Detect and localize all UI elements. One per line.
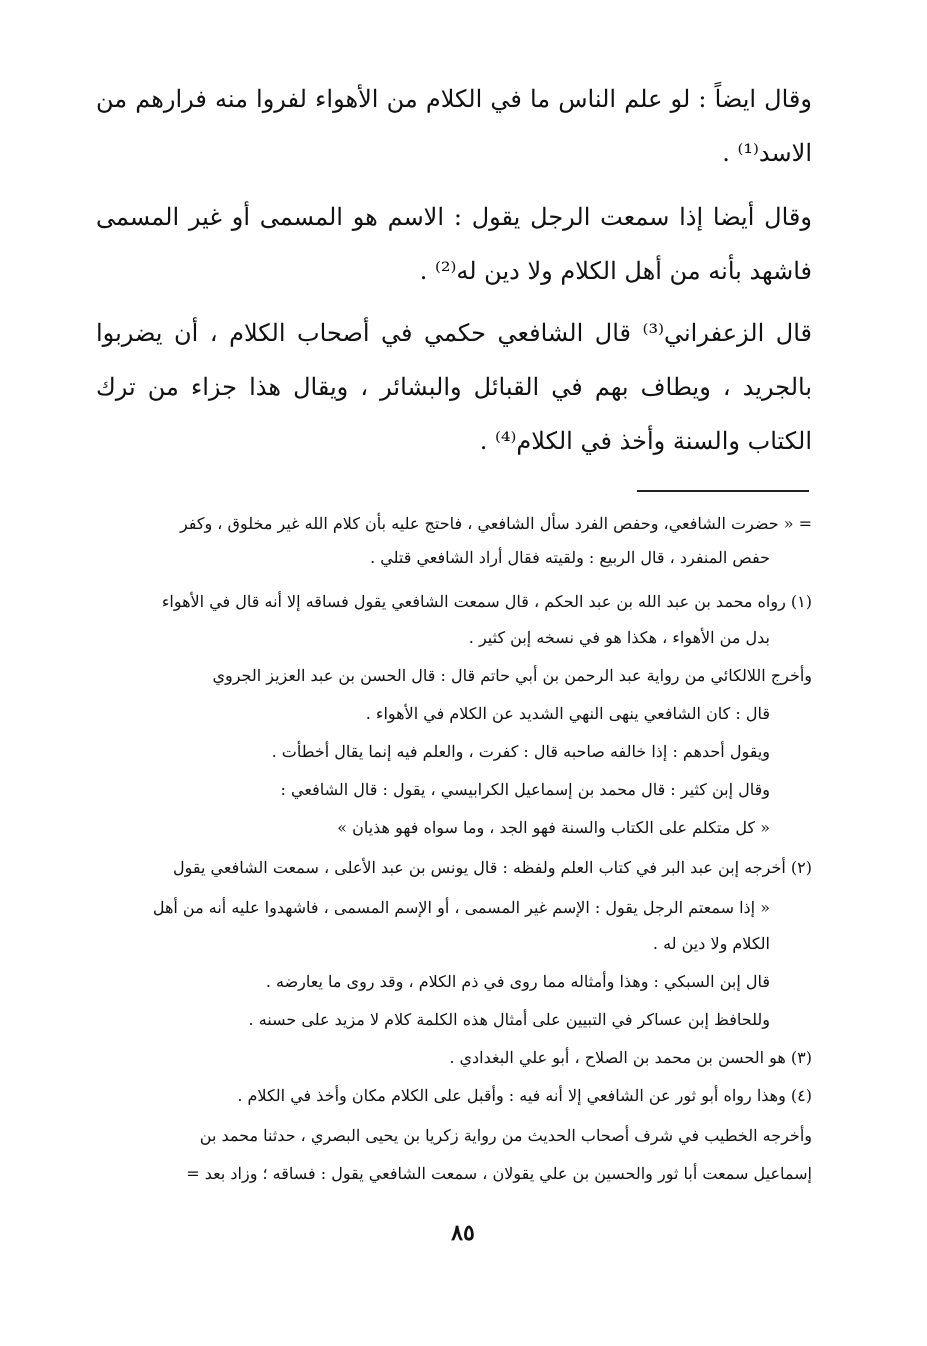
footnote-line: ويقول أحدهم : إذا خالفه صاحبه قال : كفرت ، والعلم فيه إنما يقال أخطأت . (271, 742, 770, 761)
body-paragraph-2: وقال أيضا إذا سمعت الرجل يقول : الاسم هو المسمى أو غير المسمى فاشهد بأنه من أهل الكلام ولا دين له⁽²⁾ . (96, 203, 812, 285)
body-paragraph-3: قال الزعفراني⁽³⁾ قال الشافعي حكمي في أصحاب الكلام ، أن يضربوا بالجريد ، ويطاف بهم في القبائل والبشائر ، ويقال هذا جزاء من ترك الكتاب والسنة وأخذ في الكلام⁽⁴⁾ . (96, 319, 812, 455)
footnote-separator (637, 490, 809, 492)
footnote-line: وأخرج اللالكائي من رواية عبد الرحمن بن أبي حاتم قال : قال الحسن بن عبد العزيز الجروي (212, 666, 812, 685)
footnote-line: وللحافظ إبن عساكر في التبيين على أمثال هذه الكلمة كلام لا مزيد على حسنه . (248, 1010, 770, 1029)
footnote-line: بدل من الأهواء ، هكذا هو في نسخه إبن كثير . (468, 628, 770, 647)
footnote-line: قال إبن السبكي : وهذا وأمثاله مما روى في ذم الكلام ، وقد روى ما يعارضه . (265, 972, 770, 991)
footnote-line: الكلام ولا دين له . (652, 934, 770, 953)
footnote-line: قال : كان الشافعي ينهى النهي الشديد عن الكلام في الأهواء . (365, 704, 770, 723)
page-number: ٨٥ (451, 1220, 475, 1246)
footnote-line: وقال إبن كثير : قال محمد بن إسماعيل الكرابيسي ، يقول : قال الشافعي : (280, 780, 770, 799)
footnote-line: (٢) أخرجه إبن عبد البر في كتاب العلم ولفظه : قال يونس بن عبد الأعلى ، سمعت الشافعي يقول (173, 858, 812, 877)
footnote-line: إسماعيل سمعت أبا ثور والحسين بن علي يقولان ، سمعت الشافعي يقول : فساقه ؛ وزاد بعد = (186, 1164, 812, 1183)
footnote-line: = « حضرت الشافعي، وحفص الفرد سأل الشافعي ، فاحتج عليه بأن كلام الله غير مخلوق ، وكفر (179, 514, 812, 533)
footnote-line: (٣) هو الحسن بن محمد بن الصلاح ، أبو علي البغدادي . (449, 1048, 812, 1067)
footnote-line: (٤) وهذا رواه أبو ثور عن الشافعي إلا أنه فيه : وأقبل على الكلام مكان وأخذ في الكلام . (237, 1086, 812, 1105)
body-paragraph-1: وقال ايضاً : لو علم الناس ما في الكلام من الأهواء لفروا منه فرارهم من الاسد⁽¹⁾ . (96, 85, 812, 167)
footnote-line: (١) رواه محمد بن عبد الله بن عبد الحكم ، قال سمعت الشافعي يقول فساقه إلا أنه قال في الأهواء (161, 592, 812, 611)
footnote-line: وأخرجه الخطيب في شرف أصحاب الحديث من رواية زكريا بن يحيى البصري ، حدثنا محمد بن (199, 1126, 812, 1145)
footnote-line: حفص المنفرد ، قال الربيع : ولقيته فقال أراد الشافعي قتلي . (370, 548, 770, 567)
footnote-line: « كل متكلم على الكتاب والسنة فهو الجد ، وما سواه فهو هذيان » (337, 818, 770, 837)
footnote-line: « إذا سمعتم الرجل يقول : الإسم غير المسمى ، أو الإسم المسمى ، فاشهدوا عليه أنه من أهل (152, 898, 770, 917)
